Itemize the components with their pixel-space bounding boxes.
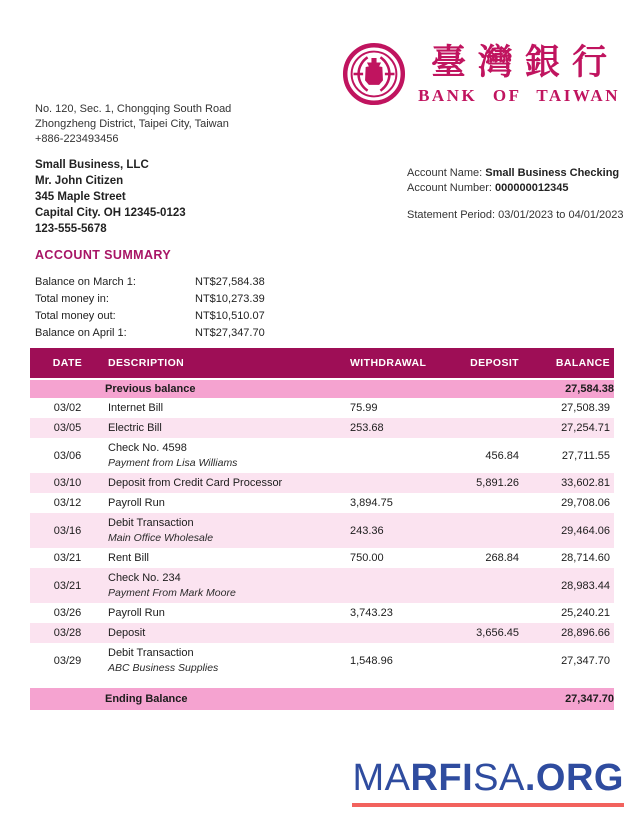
account-info xyxy=(407,166,624,223)
bank-name-latin: BANK OF TAIWAN xyxy=(418,86,620,105)
bank-phone: +886-223493456 xyxy=(35,133,119,145)
account-number-label: Account Number: xyxy=(407,182,496,194)
statement-period-label: Statement Period: xyxy=(407,209,499,221)
ending-balance-row xyxy=(30,688,614,710)
transaction-note: Main Office Wholesale xyxy=(108,532,214,544)
watermark-segment: SA xyxy=(473,757,525,799)
previous-balance-label: Previous balance xyxy=(105,379,350,398)
watermark-segment: MA xyxy=(352,757,411,799)
transaction-note: Payment From Mark Moore xyxy=(108,587,236,599)
summary-row xyxy=(35,308,305,325)
transaction-note: ABC Business Supplies xyxy=(108,662,219,674)
watermark-text xyxy=(352,756,624,800)
summary-row xyxy=(35,274,305,291)
table-row: 03/12 Payroll Run 3,894.75 29,708.06 xyxy=(53,497,610,509)
customer-name: Mr. John Citizen xyxy=(35,175,124,187)
table-row: 03/29 Debit Transaction ABC Business Supplies 1,548.96 27,347.70 xyxy=(53,647,610,674)
summary-value: NT$10,273.39 xyxy=(195,293,265,305)
account-summary xyxy=(35,248,305,342)
table-row: 03/21 Rent Bill 750.00 268.84 28,714.60 xyxy=(53,552,610,564)
summary-value: NT$10,510.07 xyxy=(195,310,265,322)
summary-row xyxy=(35,291,305,308)
table-row: 03/06 Check No. 4598 Payment from Lisa Williams 456.84 27,711.55 xyxy=(53,442,610,469)
account-name-value: Small Business Checking xyxy=(485,167,620,179)
previous-balance-value: 27,584.38 xyxy=(519,379,614,398)
customer-phone: 123-555-5678 xyxy=(35,223,107,235)
bank-address-line: No. 120, Sec. 1, Chongqing South Road xyxy=(35,103,232,115)
customer-city: Capital City. OH 12345-0123 xyxy=(35,207,186,219)
account-name-label: Account Name: xyxy=(407,167,486,179)
customer-company: Small Business, LLC xyxy=(35,159,149,171)
summary-label: Total money out: xyxy=(35,310,116,322)
account-number-value: 000000012345 xyxy=(495,182,569,194)
header-balance: BALANCE xyxy=(519,348,614,379)
watermark-segment: RFI xyxy=(410,757,474,799)
account-summary-title: ACCOUNT SUMMARY xyxy=(35,248,172,262)
table-row: 03/02 Internet Bill 75.99 27,508.39 xyxy=(53,402,610,414)
summary-value: NT$27,347.70 xyxy=(195,327,265,339)
ending-balance-label: Ending Balance xyxy=(105,688,350,710)
transactions-table xyxy=(30,348,614,710)
summary-label: Balance on March 1: xyxy=(35,276,136,288)
statement-period-row xyxy=(407,208,624,223)
ending-balance-value: 27,347.70 xyxy=(519,688,614,710)
table-row: 03/26 Payroll Run 3,743.23 25,240.21 xyxy=(53,607,610,619)
summary-row xyxy=(35,325,305,342)
table-row: 03/16 Debit Transaction Main Office Wholesale 243.36 29,464.06 xyxy=(30,513,614,548)
watermark-segment: .ORG xyxy=(524,757,624,799)
account-number-row xyxy=(407,181,624,196)
watermark-underline xyxy=(352,803,624,807)
statement-period-value: 03/01/2023 to 04/01/2023 xyxy=(498,209,624,221)
summary-value: NT$27,584.38 xyxy=(195,276,265,288)
previous-balance-row xyxy=(30,379,614,398)
table-spacer-row xyxy=(30,678,614,688)
header-withdrawal: WITHDRAWAL xyxy=(350,348,440,379)
account-name-row xyxy=(407,166,624,181)
customer-street: 345 Maple Street xyxy=(35,191,126,203)
bank-name-cjk: 臺灣銀行 xyxy=(431,43,620,82)
watermark xyxy=(352,756,624,807)
bank-address xyxy=(35,102,231,147)
header-description: DESCRIPTION xyxy=(105,348,350,379)
table-header-row xyxy=(30,348,614,379)
transaction-note: Payment from Lisa Williams xyxy=(108,457,238,469)
table-row: 03/21 Check No. 234 Payment From Mark Moore 28,983.44 xyxy=(30,568,614,603)
header-date: DATE xyxy=(30,348,105,379)
table-row: 03/10 Deposit from Credit Card Processor 5,891.26 33,602.81 xyxy=(30,473,614,493)
header-deposit: DEPOSIT xyxy=(440,348,519,379)
bank-of-taiwan-seal-icon xyxy=(342,42,406,106)
bank-logo xyxy=(342,40,620,106)
table-row: 03/28 Deposit 3,656.45 28,896.66 xyxy=(30,623,614,643)
bank-logo-text xyxy=(418,40,620,106)
table-row: 03/05 Electric Bill 253.68 27,254.71 xyxy=(30,418,614,438)
summary-label: Balance on April 1: xyxy=(35,327,127,339)
customer-address xyxy=(35,157,186,237)
bank-address-line: Zhongzheng District, Taipei City, Taiwan xyxy=(35,118,229,130)
summary-label: Total money in: xyxy=(35,293,109,305)
